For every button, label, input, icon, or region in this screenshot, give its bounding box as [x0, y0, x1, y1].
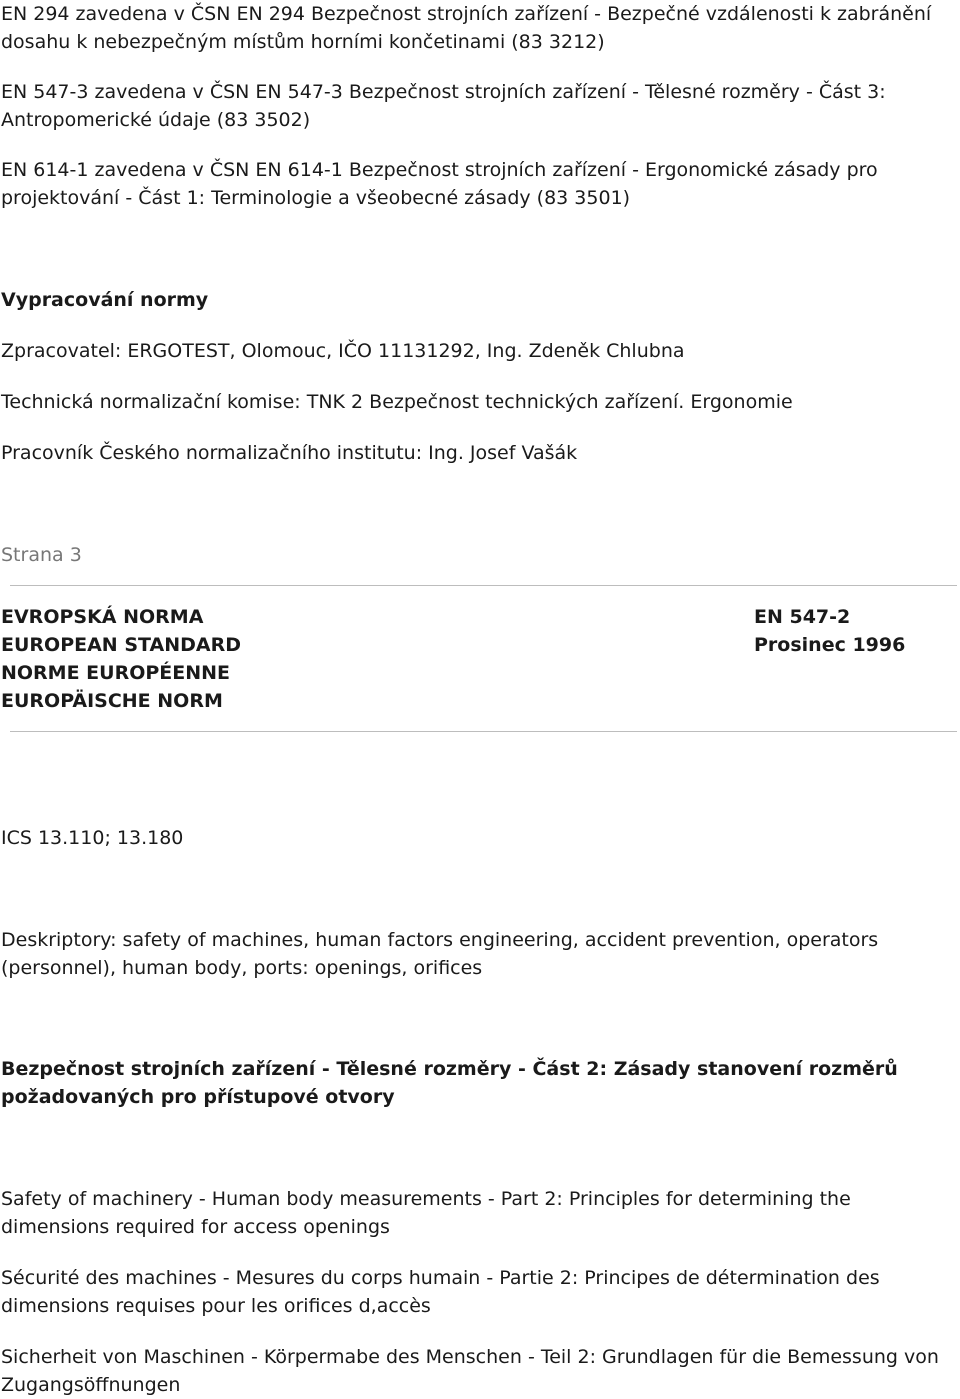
- standard-number: EN 547-2: [754, 606, 851, 628]
- standard-id-block: [754, 603, 905, 659]
- header-bottom-rule: [10, 731, 957, 732]
- preparation-officer: Pracovník Českého normalizačního institutu: Ing. Josef Vašák: [1, 442, 578, 464]
- related-standard-en294: EN 294 zavedena v ČSN EN 294 Bezpečnost strojních zařízení - Bezpečné vzdálenosti k zabránění dosahu k nebezpečným místům horními končetinami (83 3212): [1, 3, 932, 53]
- title-german: Sicherheit von Maschinen - Körpermabe des Menschen - Teil 2: Grundlagen für die Bemessung von Zugangsöffnungen: [1, 1346, 939, 1396]
- title-czech: Bezpečnost strojních zařízení - Tělesné rozměry - Část 2: Zásady stanovení rozměrů požadovaných pro přístupové otvory: [1, 1058, 898, 1108]
- title-english: Safety of machinery - Human body measurements - Part 2: Principles for determining the dimensions required for access openings: [1, 1188, 851, 1238]
- page-label: Strana 3: [1, 544, 82, 566]
- descriptors: Deskriptory: safety of machines, human factors engineering, accident prevention, operators (personnel), human body, ports: openings, orifices: [1, 929, 879, 979]
- preparation-author: Zpracovatel: ERGOTEST, Olomouc, IČO 11131292, Ing. Zdeněk Chlubna: [1, 340, 685, 362]
- standard-name-en: EUROPEAN STANDARD: [1, 634, 241, 656]
- standard-name-fr: NORME EUROPÉENNE: [1, 662, 231, 684]
- standard-names: [1, 603, 241, 715]
- standard-name-de: EUROPÄISCHE NORM: [1, 690, 223, 712]
- standard-name-cz: EVROPSKÁ NORMA: [1, 606, 204, 628]
- related-standard-en614-1: EN 614-1 zavedena v ČSN EN 614-1 Bezpečnost strojních zařízení - Ergonomické zásady pro projektování - Část 1: Terminologie a všeobecné zásady (83 3501): [1, 159, 878, 209]
- preparation-committee: Technická normalizační komise: TNK 2 Bezpečnost technických zařízení. Ergonomie: [1, 391, 793, 413]
- preparation-heading: Vypracování normy: [1, 289, 209, 311]
- related-standard-en547-3: EN 547-3 zavedena v ČSN EN 547-3 Bezpečnost strojních zařízení - Tělesné rozměry - Část 3: Antropomerické údaje (83 3502): [1, 81, 886, 131]
- ics-code: ICS 13.110; 13.180: [1, 827, 184, 849]
- header-top-rule: [10, 585, 957, 586]
- standard-date: Prosinec 1996: [754, 634, 906, 656]
- title-french: Sécurité des machines - Mesures du corps humain - Partie 2: Principes de détermination des dimensions requises pour les orifices d,accès: [1, 1267, 880, 1317]
